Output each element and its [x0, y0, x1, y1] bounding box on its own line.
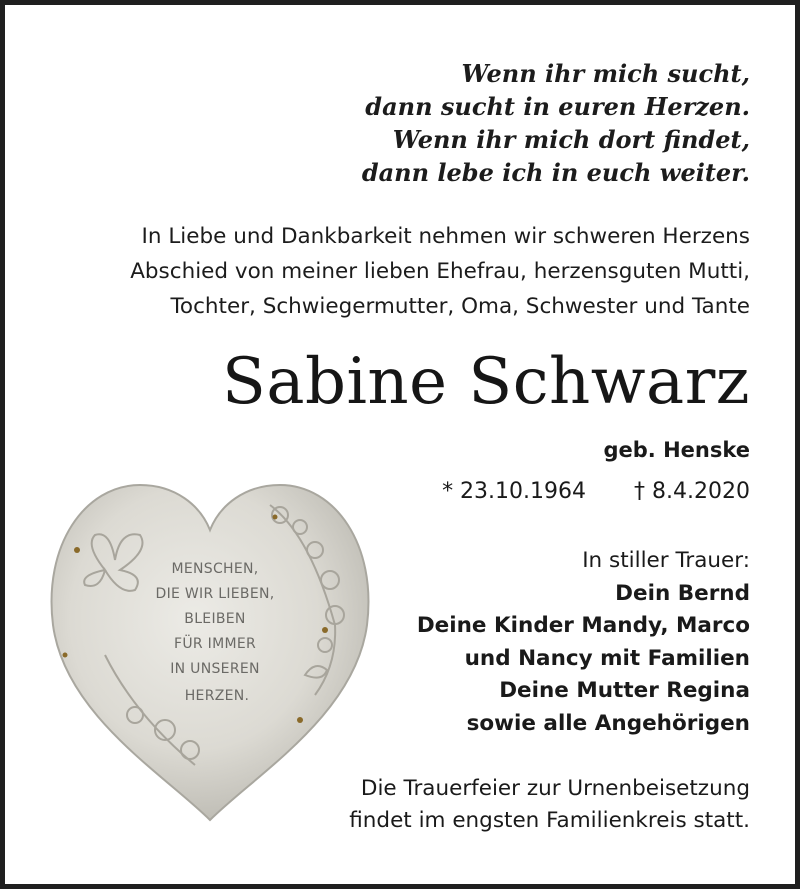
deceased-name: Sabine Schwarz [221, 345, 750, 419]
inscription-line: BLEIBEN [184, 611, 246, 627]
mourner-line: Deine Kinder Mandy, Marco [416, 613, 750, 638]
life-dates [442, 479, 750, 504]
intro-text [130, 219, 750, 324]
funeral-line: Die Trauerfeier zur Urnenbeisetzung [360, 776, 750, 801]
heart-stone-image [45, 475, 375, 825]
poem-line: Wenn ihr mich sucht, [461, 59, 750, 88]
inscription-line: HERZEN. [184, 688, 250, 704]
mourner-line: sowie alle Angehörigen [466, 710, 750, 736]
birth-date: * 23.10.1964 [442, 479, 587, 504]
intro-line: Tochter, Schwiegermutter, Oma, Schwester und Tante [170, 294, 750, 319]
death-date: † 8.4.2020 [634, 479, 750, 504]
mourners-heading: In stiller Trauer: [582, 548, 750, 573]
poem [362, 57, 750, 189]
inscription-line: DIE WIR LIEBEN, [155, 586, 275, 602]
intro-line: Abschied von meiner lieben Ehefrau, herzensguten Mutti, [130, 259, 750, 284]
poem-line: dann lebe ich in euch weiter. [361, 158, 750, 187]
funeral-notice [349, 773, 750, 837]
inscription-line: MENSCHEN, [171, 561, 259, 577]
poem-line: Wenn ihr mich dort findet, [392, 125, 750, 154]
intro-line: In Liebe und Dankbarkeit nehmen wir schweren Herzens [141, 224, 750, 249]
mourner-line: und Nancy mit Familien [464, 645, 750, 671]
funeral-line: findet im engsten Familienkreis statt. [349, 808, 750, 833]
mourner-line: Dein Bernd [615, 580, 750, 606]
mourner-line: Deine Mutter Regina [499, 678, 750, 703]
inscription-line: FÜR IMMER [173, 636, 257, 652]
mourners-block [417, 545, 750, 740]
poem-line: dann sucht in euren Herzen. [365, 92, 750, 121]
maiden-name: geb. Henske [603, 438, 750, 462]
inscription-line: IN UNSEREN [170, 661, 260, 677]
